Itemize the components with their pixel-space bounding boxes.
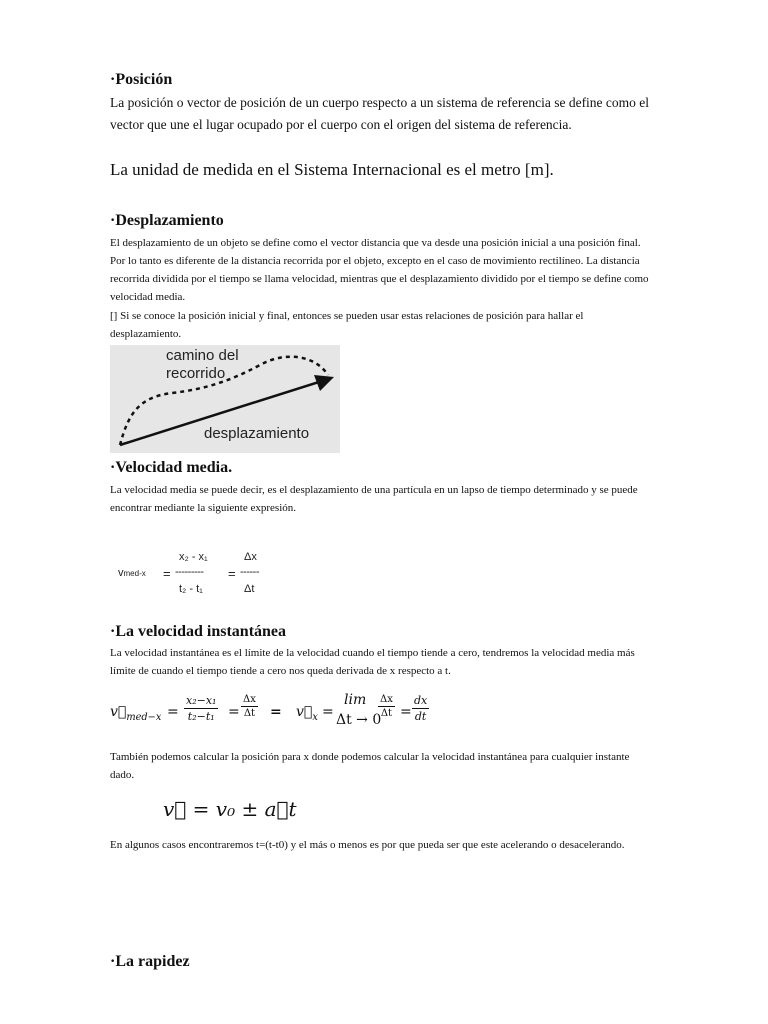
figure-label-path-line1: camino del: [166, 347, 239, 364]
formula2-equals-1: =: [322, 704, 334, 720]
formula2-fraction-1: $\frac{\Delta x}{\Delta t}$: [380, 694, 393, 719]
paragraph-desplazamiento: El desplazamiento de un objeto se define como el vector distancia que va desde una posición inicial a una posición final. Por lo tanto es diferente de la distancia recorrida por el objeto, excepto en el caso de movimiento rectilíneo. La distancia recorrida dividida por el tiempo se llama velocidad, mientras que el desplazamiento dividido por el tiempo se define como velocidad media.: [110, 237, 649, 303]
displacement-figure: [110, 345, 340, 453]
formula1-equals-2: =: [228, 704, 240, 720]
formula-lhs: vmed-x: [118, 567, 146, 579]
paragraph-velocidad-media: La velocidad media se puede decir, es el desplazamiento de una partícula en un lapso de tiempo determinado y se puede encontrar mediante la siguiente expresión.: [110, 484, 638, 514]
formula-numerator-1: x₂ - x₁: [179, 551, 208, 563]
formula-velocidad-instantanea-limite: [296, 692, 446, 736]
section-title-desplazamiento: ·Desplazamiento: [110, 212, 224, 229]
formula-velocidad-media: [118, 548, 318, 600]
formula2-lhs: $v⃗_x$: [296, 704, 318, 723]
formula-velocidad-media-vector: [110, 692, 310, 736]
formula-dashes-1: ---------: [175, 566, 204, 578]
paragraph-posicion-instante: También podemos calcular la posición para x donde podemos calcular la velocidad instantánea para cualquier instante dado.: [110, 751, 630, 781]
formula1-lhs: $v⃗_{med-x}$: [110, 704, 162, 723]
displacement-diagram: [110, 345, 340, 453]
paragraph-posicion: La posición o vector de posición de un cuerpo respecto a un sistema de referencia se define como el vector que une el lugar ocupado por el cuerpo con el origen del sistema de referencia.: [110, 95, 650, 132]
formula2-fraction-2: $\frac{dx}{dt}$: [414, 694, 428, 723]
formula2-equals-2: =: [400, 704, 412, 720]
formula1-fraction-1: $\frac{\text{x₂−x₁}}{\text{t₂−t₁}}$: [186, 694, 217, 723]
formula-equals-1: =: [163, 566, 171, 581]
formula1-fraction-2: $\frac{\Delta x}{\Delta t}$: [243, 694, 256, 719]
formula-numerator-2: Δx: [244, 551, 257, 563]
formula-velocidad-aceleracion: v⃗ = v₀ ± a⃗t: [163, 797, 297, 821]
formula1-equals-1: =: [167, 704, 179, 720]
figure-label-path-line2: recorrido: [166, 365, 226, 382]
formula2-lim-under: Δt → 0: [336, 712, 382, 728]
paragraph-velocidad-instantanea: La velocidad instantánea es el límite de la velocidad cuando el tiempo tiende a cero, tendremos la velocidad media más límite de cuando el tiempo tiende a cero nos queda derivada de x respecto a t.: [110, 647, 635, 677]
paragraph-unidad-medida: La unidad de medida en el Sistema Internacional es el metro [m].: [110, 160, 554, 179]
section-title-posicion: ·Posición: [110, 71, 173, 88]
formula-denominator-2: Δt: [244, 583, 255, 595]
formula-denominator-1: t₂ - t₁: [179, 583, 203, 595]
paragraph-desplazamiento-bullet: [] Si se conoce la posición inicial y final, entonces se pueden usar estas relaciones de posición para hallar el desplazamiento.: [110, 310, 584, 340]
section-title-velocidad-media: ·Velocidad media.: [110, 459, 233, 476]
formula1-equals-3: =: [270, 704, 282, 720]
formula-equals-2: =: [228, 566, 236, 581]
paragraph-acelerando: En algunos casos encontraremos t=(t-t0) y el más o menos es por que pueda ser que este acelerando o desacelerando.: [110, 839, 625, 851]
section-title-velocidad-instantanea: ·La velocidad instantánea: [110, 623, 287, 640]
section-title-rapidez: ·La rapidez: [110, 953, 190, 970]
figure-label-displacement: desplazamiento: [204, 425, 310, 442]
formula-dashes-2: ------: [240, 566, 259, 578]
formula2-lim: lim: [344, 692, 367, 708]
